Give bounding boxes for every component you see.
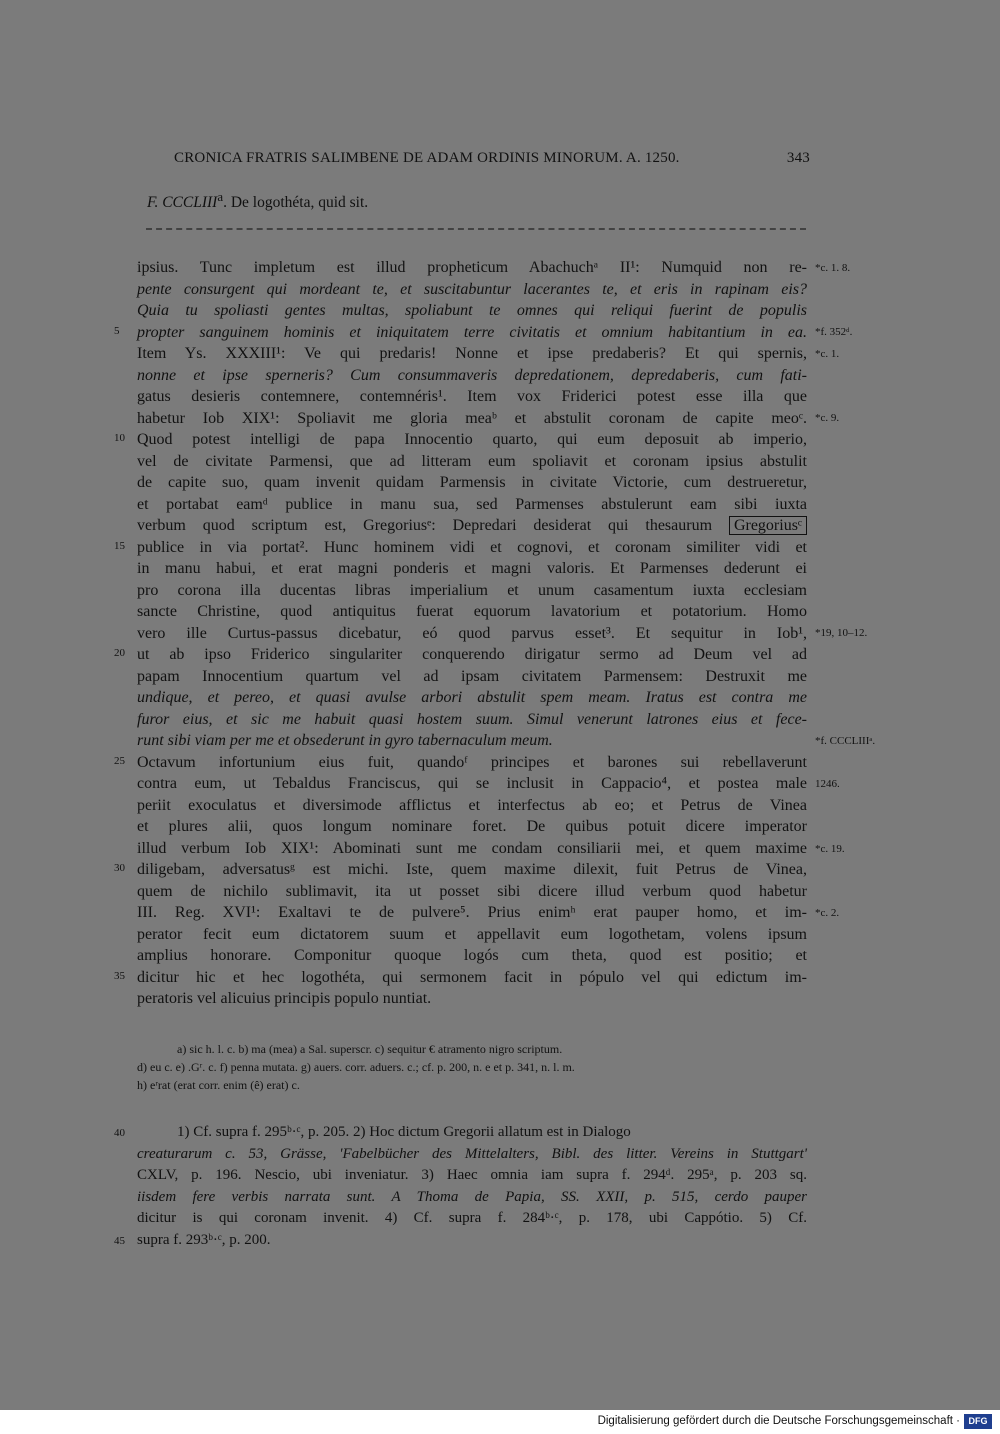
text-line: vero ille Curtus-passus dicebatur, eó quod parvus esset³. Et sequitur in Iob¹, xyxy=(137,624,807,642)
margin-note: *c. 1. xyxy=(815,348,840,360)
text-line: pente consurgent qui mordeant te, et suscitabuntur lacerantes te, et eris in rapinam eis? xyxy=(137,280,807,298)
text-line: Octavum infortunium eius fuit, quandoᶠ principes et barones sui rebellaverunt xyxy=(137,753,807,771)
text-line: Quod potest intelligi de papa Innocentio quarto, qui eum deposuit ab imperio, xyxy=(137,431,807,448)
text-line: gatus desieris contemnere, contemnéris¹. Item vox Friderici potest esse illa que xyxy=(137,388,807,405)
folio-prefix: F. CCCLIII xyxy=(147,194,218,212)
page-number: 343 xyxy=(786,150,810,166)
text-line: contra eum, ut Tebaldus Franciscus, qui se inclusit in Cappacio⁴, et postea male xyxy=(137,775,807,792)
margin-note: *f. 352ᵈ. xyxy=(815,326,853,338)
margin-note: *19, 10–12. xyxy=(815,627,868,639)
footnote-line: CXLV, p. 196. Nescio, ubi inveniatur. 3) Haec omnia iam supra f. 294ᵈ. 295ᵃ, p. 203 sq. xyxy=(137,1167,807,1183)
text-line: amplius honorare. Componitur quoque logós cum theta, quod est positio; et xyxy=(137,947,807,964)
funding-bar xyxy=(0,1410,1000,1434)
text-line: furor eius, et sic me habuit quasi hostem suum. Simul venerunt latrones eius et fece- xyxy=(137,710,807,728)
footnote-line-number: 45 xyxy=(114,1235,125,1247)
line-number: 35 xyxy=(114,970,125,982)
margin-note: *c. 1. 8. xyxy=(815,262,851,274)
text-line: dicitur hic et hec logothéta, qui sermonem facit in pópulo vel qui edictum im- xyxy=(137,968,807,986)
apparatus-row: d) eu c. e) .Gʳ. c. f) penna mutata. g) auers. corr. aduers. c.; cf. p. 200, n. e et p. 341, n. l. m. xyxy=(137,1060,575,1074)
text-line: quem de nichilo sublimavit, ita ut posset sibi dicere illud verbum quod habetur xyxy=(137,882,807,900)
footnotes xyxy=(137,1122,807,1251)
text-line: ipsius. Tunc impletum est illud propheticum Abachuchᵃ II¹: Numquid non re- xyxy=(137,259,807,276)
main-text xyxy=(137,257,807,1010)
text-line: de capite suo, quam invenit quidam Parmensis in civitate Victorie, cum destrueretur, xyxy=(137,474,807,491)
text-line: diligebam, adversatusᵍ est michi. Iste, quem maxime dilexit, fuit Petrus de Vinea, xyxy=(137,861,807,878)
apparatus-notes xyxy=(137,1040,807,1094)
funding-text: Digitalisierung gefördert durch die Deutsche Forschungsgemeinschaft · xyxy=(597,1415,960,1427)
footnote-line: creaturarum c. 53, Grässe, 'Fabelbücher des Mittelalters, Bibl. des litter. Vereins in Stuttgart' xyxy=(137,1145,807,1162)
folio-heading xyxy=(147,189,368,212)
line-number: 20 xyxy=(114,647,125,659)
text-line: propter sanguinem hominis et iniquitatem terre civitatis et omnium habitantium in ea. xyxy=(137,323,807,341)
footnote-line-number: 40 xyxy=(114,1127,125,1139)
text-line: sancte Christine, quod antiquitus fuerat equorum lavatorium et potatorium. Homo xyxy=(137,603,807,620)
footnote-line: supra f. 293ᵇ·ᶜ, p. 200. xyxy=(137,1231,271,1248)
text-line: runt sibi viam per me et obsederunt in gyro tabernaculum meum. xyxy=(137,732,553,749)
line-number: 10 xyxy=(114,432,125,444)
footnote-line: iisdem fere verbis narrata sunt. A Thoma de Papia, SS. XXII, p. 515, cerdo pauper xyxy=(137,1188,807,1205)
line-number: 25 xyxy=(114,755,125,767)
footnote-line: 1) Cf. supra f. 295ᵇ·ᶜ, p. 205. 2) Hoc dictum Gregorii allatum est in Dialogo xyxy=(177,1124,631,1140)
text-line: periit exoculatus et diversimode afflictus et interfectus ab eo; et Petrus de Vinea xyxy=(137,796,807,814)
text-line: publice in via portat². Hunc hominem vidi et cognovi, et coronam similiter vidi et xyxy=(137,538,807,556)
text-line: illud verbum Iob XIX¹: Abominati sunt me condam consiliarii mei, et quem maxime xyxy=(137,839,807,857)
text-line: in manu habui, et erat magni ponderis et magni valoris. Et Parmenses dederunt ei xyxy=(137,560,807,577)
margin-note: *c. 19. xyxy=(815,843,845,855)
margin-note: *c. 9. xyxy=(815,412,840,424)
boxed-word: Gregoriusᶜ xyxy=(729,516,807,535)
text-line: Item Ys. XXXIII¹: Ve qui predaris! Nonne et ipse predaberis? Et qui spernis, xyxy=(137,345,807,362)
text-line: et portabat eamᵈ publice in manu sua, sed Parmenses abstulerunt eam sibi iuxta xyxy=(137,495,807,513)
text-line: undique, et pereo, et quasi avulse arbori abstulit spem meam. Iratus est contra me xyxy=(137,689,807,706)
text-line: perator fecit eum dictatorem suum et appellavit eum logothetam, volens ipsum xyxy=(137,925,807,943)
footnote-line: dicitur is qui coronam invenit. 4) Cf. supra f. 284ᵇ·ᶜ, p. 178, ubi Cappótio. 5) Cf. xyxy=(137,1210,807,1226)
folio-title: . De logothéta, quid sit. xyxy=(223,194,369,212)
dfg-logo: DFG xyxy=(964,1414,992,1429)
text-segment: verbum quod scriptum est, Gregoriusᵉ: Depredari desiderat qui thesaurum xyxy=(137,517,713,534)
line-number: 5 xyxy=(114,325,120,337)
margin-note: *f. CCCLIIIᵃ. xyxy=(815,735,876,747)
folio-sup: a xyxy=(217,189,224,204)
apparatus-row: h) eʳrat (erat corr. enim (ê) erat) c. xyxy=(137,1078,300,1092)
text-line: et plures alii, quos longum nominare foret. De quibus potuit dicere imperator xyxy=(137,818,807,835)
text-line: vel de civitate Parmensi, que ad litteram eum spoliavit et coronam ipsius abstulit xyxy=(137,452,807,470)
margin-note: *c. 2. xyxy=(815,907,840,919)
text-line: III. Reg. XVI¹: Exaltavi te de pulvere⁵. Prius enimʰ erat pauper homo, et im- xyxy=(137,904,807,921)
line-number: 30 xyxy=(114,862,125,874)
text-line: peratoris vel alicuius principis populo nuntiat. xyxy=(137,990,432,1007)
text-line: habetur Iob XIX¹: Spoliavit me gloria meaᵇ et abstulit coronam de capite meoᶜ. xyxy=(137,409,807,427)
text-line xyxy=(137,515,807,537)
margin-note: 1246. xyxy=(815,778,840,790)
text-line: ut ab ipso Friderico singulariter conquerendo dirigatur sermo ad Deum vel ad xyxy=(137,646,807,663)
line-number: 15 xyxy=(114,540,125,552)
apparatus-row: a) sic h. l. c. b) ma (mea) a Sal. superscr. c) sequitur € atramento nigro scriptum. xyxy=(177,1042,563,1056)
text-line: pro corona illa ducentas libras imperialium et unum casamentum iuxta ecclesiam xyxy=(137,581,807,599)
running-title: CRONICA FRATRIS SALIMBENE DE ADAM ORDINIS MINORUM. A. 1250. xyxy=(174,150,680,166)
text-line: nonne et ipse sperneris? Cum consummaveris depredationem, depredaberis, cum fati- xyxy=(137,366,807,384)
text-line: Quia tu spoliasti gentes multas, spoliabunt te omnes qui reliqui fuerint de populis xyxy=(137,302,807,319)
dash-separator xyxy=(146,228,806,234)
text-line: papam Innocentium quartum vel ad ipsam civitatem Parmensem: Destruxit me xyxy=(137,667,807,685)
